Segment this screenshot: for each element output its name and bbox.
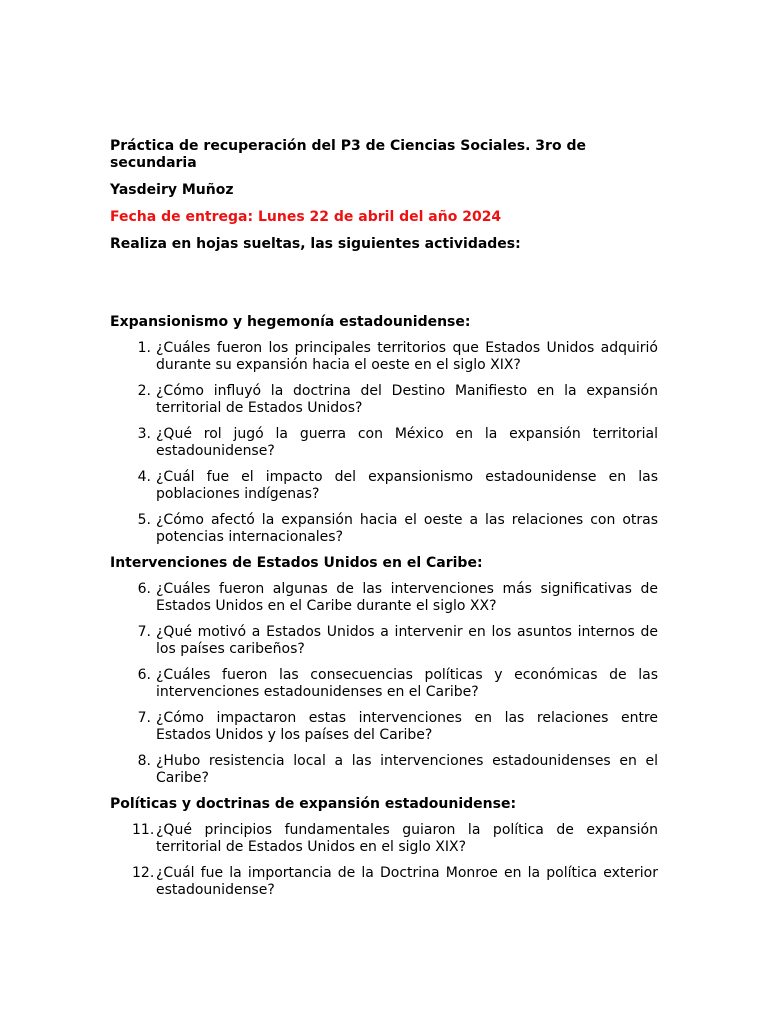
question-list-politicas [110, 822, 658, 899]
question-text: ¿Cuál fue la importancia de la Doctrina Monroe en la política exterior estadounidense? [156, 865, 658, 898]
list-item [110, 710, 658, 744]
question-text: ¿Cómo impactaron estas intervenciones en las relaciones entre Estados Unidos y los países del Caribe? [156, 710, 658, 743]
list-item [110, 753, 658, 787]
list-item [110, 512, 658, 546]
list-item [110, 469, 658, 503]
question-list-intervenciones [110, 581, 658, 787]
list-item [110, 340, 658, 374]
question-number: 11. [132, 822, 155, 838]
list-item [110, 624, 658, 658]
question-text: ¿Cuáles fueron las consecuencias políticas y económicas de las intervenciones estadounidenses en el Caribe? [156, 667, 658, 700]
question-text: ¿Qué motivó a Estados Unidos a intervenir en los asuntos internos de los países caribeños? [156, 624, 658, 657]
question-text: ¿Qué principios fundamentales guiaron la política de expansión territorial de Estados Unidos en el siglo XIX? [156, 822, 658, 855]
question-number: 8. [137, 753, 151, 769]
due-date: Fecha de entrega: Lunes 22 de abril del año 2024 [110, 209, 502, 225]
student-name: Yasdeiry Muñoz [110, 182, 234, 198]
question-text: ¿Cuáles fueron algunas de las intervenciones más significativas de Estados Unidos en el Caribe durante el siglo XX? [156, 581, 658, 614]
instructions: Realiza en hojas sueltas, las siguientes actividades: [110, 236, 521, 252]
question-number: 4. [137, 469, 151, 485]
list-item [110, 865, 658, 899]
question-number: 1. [137, 340, 151, 356]
document-title: Práctica de recuperación del P3 de Ciencias Sociales. 3ro de secundaria [110, 138, 586, 171]
section-heading-politicas: Políticas y doctrinas de expansión estadounidense: [110, 796, 517, 812]
question-text: ¿Cuál fue el impacto del expansionismo estadounidense en las poblaciones indígenas? [156, 469, 658, 502]
question-number: 12. [132, 865, 155, 881]
question-number: 7. [137, 710, 151, 726]
list-item [110, 581, 658, 615]
question-number: 6. [137, 581, 151, 597]
list-item [110, 426, 658, 460]
question-number: 3. [137, 426, 151, 442]
question-list-expansionismo [110, 340, 658, 546]
question-number: 6. [137, 667, 151, 683]
question-text: ¿Qué rol jugó la guerra con México en la expansión territorial estadounidense? [156, 426, 658, 459]
section-heading-intervenciones: Intervenciones de Estados Unidos en el Caribe: [110, 555, 483, 571]
question-text: ¿Cómo influyó la doctrina del Destino Manifiesto en la expansión territorial de Estados Unidos? [156, 383, 658, 416]
question-number: 7. [137, 624, 151, 640]
question-text: ¿Cómo afectó la expansión hacia el oeste a las relaciones con otras potencias internacionales? [156, 512, 658, 545]
question-number: 2. [137, 383, 151, 399]
list-item [110, 383, 658, 417]
document-page [110, 138, 658, 908]
question-number: 5. [137, 512, 151, 528]
list-item [110, 667, 658, 701]
list-item [110, 822, 658, 856]
question-text: ¿Hubo resistencia local a las intervenciones estadounidenses en el Caribe? [156, 753, 658, 786]
section-heading-expansionismo: Expansionismo y hegemonía estadounidense: [110, 314, 471, 330]
question-text: ¿Cuáles fueron los principales territorios que Estados Unidos adquirió durante su expansión hacia el oeste en el siglo XIX? [156, 340, 658, 373]
